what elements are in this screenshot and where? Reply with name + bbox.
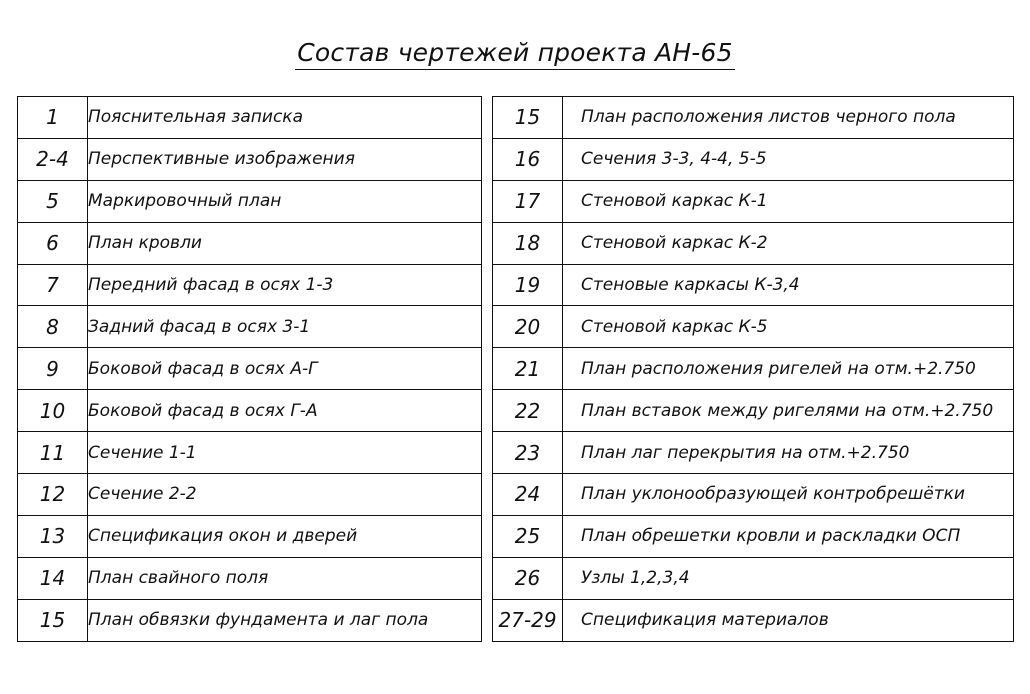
sheet-number: 9 (18, 348, 88, 390)
sheet-number: 20 (493, 306, 563, 348)
sheet-name: Стеновые каркасы К-3,4 (563, 264, 1014, 306)
sheet-name: Маркировочный план (88, 180, 482, 222)
sheet-name: План обрешетки кровли и раскладки ОСП (563, 515, 1014, 557)
sheet-name: Спецификация окон и дверей (88, 515, 482, 557)
sheet-number: 23 (493, 432, 563, 474)
sheet-name: Боковой фасад в осях Г-А (88, 390, 482, 432)
sheet-number: 19 (493, 264, 563, 306)
table-row (18, 97, 482, 139)
table-row (493, 390, 1014, 432)
table-row (493, 599, 1014, 641)
sheet-number: 1 (18, 97, 88, 139)
sheet-name: План свайного поля (88, 557, 482, 599)
document-title-text: Состав чертежей проекта АН-65 (295, 38, 734, 70)
table-row (493, 515, 1014, 557)
sheet-number: 16 (493, 138, 563, 180)
sheet-name: Стеновой каркас К-2 (563, 222, 1014, 264)
sheet-name: Сечение 2-2 (88, 474, 482, 516)
sheet-name: План расположения листов черного пола (563, 97, 1014, 139)
table-row (18, 180, 482, 222)
table-row (493, 180, 1014, 222)
sheet-name: Сечение 1-1 (88, 432, 482, 474)
sheet-number: 27-29 (493, 599, 563, 641)
sheet-name: Сечения 3-3, 4-4, 5-5 (563, 138, 1014, 180)
table-row (18, 557, 482, 599)
sheet-name: План уклонообразующей контробрешётки (563, 474, 1014, 516)
sheet-name: План кровли (88, 222, 482, 264)
sheet-number: 2-4 (18, 138, 88, 180)
sheet-number: 5 (18, 180, 88, 222)
drawings-table-left (17, 96, 482, 642)
table-row (493, 432, 1014, 474)
table-row (18, 222, 482, 264)
table-row (493, 557, 1014, 599)
sheet-name: Узлы 1,2,3,4 (563, 557, 1014, 599)
sheet-number: 10 (18, 390, 88, 432)
sheet-name: План обвязки фундамента и лаг пола (88, 599, 482, 641)
table-row (18, 515, 482, 557)
table-row (18, 348, 482, 390)
table-row (493, 222, 1014, 264)
document-title (0, 38, 1030, 70)
sheet-number: 25 (493, 515, 563, 557)
sheet-name: Передний фасад в осях 1-3 (88, 264, 482, 306)
sheet-number: 22 (493, 390, 563, 432)
sheet-number: 26 (493, 557, 563, 599)
sheet-number: 13 (18, 515, 88, 557)
table-row (493, 348, 1014, 390)
table-row (18, 390, 482, 432)
sheet-name: Спецификация материалов (563, 599, 1014, 641)
table-row (493, 264, 1014, 306)
drawings-table-right (492, 96, 1014, 642)
sheet-number: 15 (18, 599, 88, 641)
sheet-number: 21 (493, 348, 563, 390)
table-row (18, 306, 482, 348)
table-row (18, 599, 482, 641)
table-row (18, 432, 482, 474)
table-row (493, 306, 1014, 348)
sheet-number: 6 (18, 222, 88, 264)
sheet-number: 18 (493, 222, 563, 264)
table-row (18, 264, 482, 306)
sheet-number: 7 (18, 264, 88, 306)
table-row (493, 97, 1014, 139)
sheet-name: Стеновой каркас К-5 (563, 306, 1014, 348)
sheet-number: 11 (18, 432, 88, 474)
table-row (493, 138, 1014, 180)
table-row (18, 138, 482, 180)
sheet-name: Задний фасад в осях 3-1 (88, 306, 482, 348)
sheet-number: 8 (18, 306, 88, 348)
sheet-name: Боковой фасад в осях А-Г (88, 348, 482, 390)
sheet-name: Пояснительная записка (88, 97, 482, 139)
sheet-name: План лаг перекрытия на отм.+2.750 (563, 432, 1014, 474)
sheet-number: 24 (493, 474, 563, 516)
sheet-number: 14 (18, 557, 88, 599)
sheet-name: Перспективные изображения (88, 138, 482, 180)
sheet-number: 12 (18, 474, 88, 516)
sheet-number: 15 (493, 97, 563, 139)
table-row (18, 474, 482, 516)
sheet-name: План расположения ригелей на отм.+2.750 (563, 348, 1014, 390)
sheet-number: 17 (493, 180, 563, 222)
sheet-name: План вставок между ригелями на отм.+2.750 (563, 390, 1014, 432)
table-row (493, 474, 1014, 516)
sheet-name: Стеновой каркас К-1 (563, 180, 1014, 222)
